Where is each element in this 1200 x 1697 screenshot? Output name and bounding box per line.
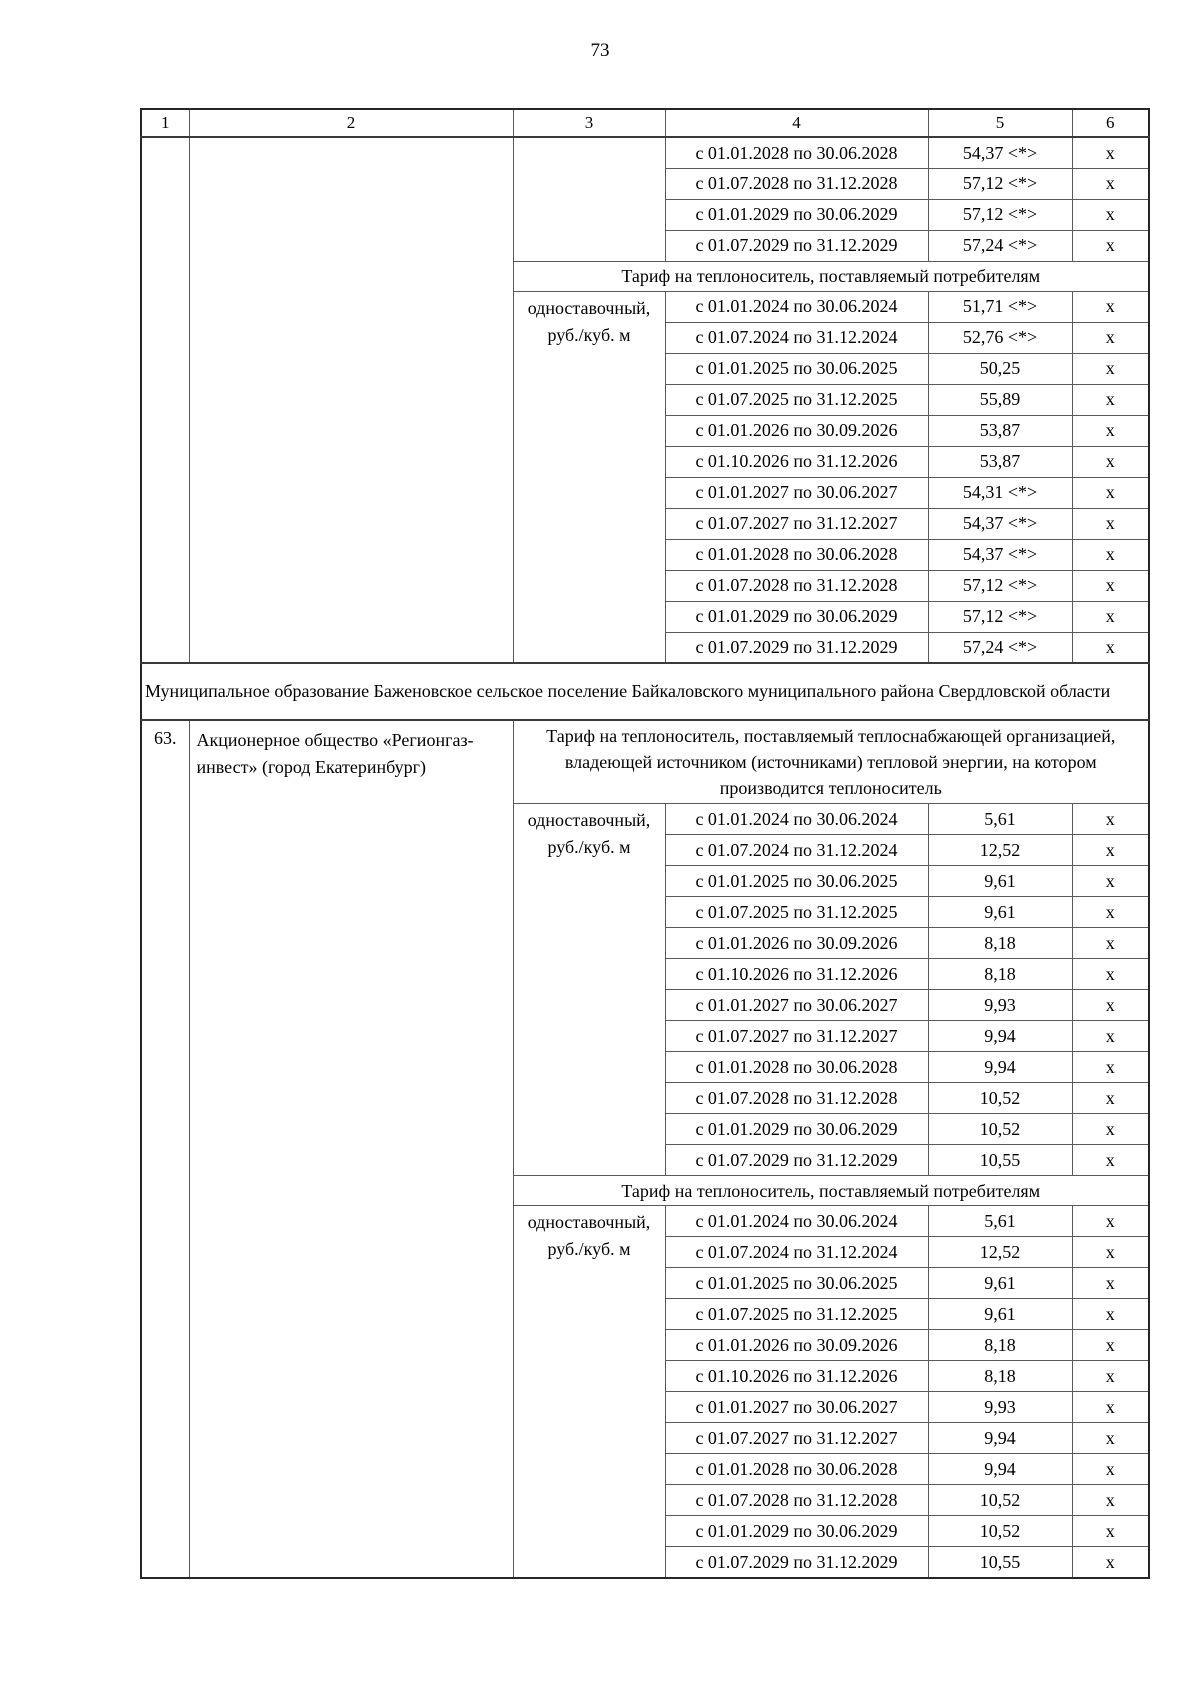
period-cell: с 01.01.2026 по 30.09.2026 (665, 415, 928, 446)
period-cell: с 01.01.2028 по 30.06.2028 (665, 1454, 928, 1485)
period-cell: с 01.10.2026 по 31.12.2026 (665, 959, 928, 990)
tariff-value-cell: 57,24 <*> (928, 230, 1072, 261)
column-number-5: 5 (928, 109, 1072, 137)
organization-name: Акционерное общество «Регионгаз-инвест» (город Екатеринбург) (189, 720, 513, 1578)
mark-cell: х (1072, 990, 1149, 1021)
tariff-value-cell: 10,52 (928, 1516, 1072, 1547)
tariff-value-cell: 9,93 (928, 1392, 1072, 1423)
period-cell: с 01.07.2027 по 31.12.2027 (665, 508, 928, 539)
tariff-value-cell: 8,18 (928, 1330, 1072, 1361)
mark-cell: х (1072, 1083, 1149, 1114)
period-cell: с 01.07.2024 по 31.12.2024 (665, 322, 928, 353)
mark-cell: х (1072, 601, 1149, 632)
mark-cell: х (1072, 384, 1149, 415)
tariff-value-cell: 57,24 <*> (928, 632, 1072, 663)
unit-cell: одноставочный, руб./куб. м (513, 804, 665, 1176)
tariff-value-cell: 54,37 <*> (928, 137, 1072, 168)
period-cell: с 01.01.2025 по 30.06.2025 (665, 353, 928, 384)
mark-cell: х (1072, 1392, 1149, 1423)
period-cell: с 01.07.2025 по 31.12.2025 (665, 384, 928, 415)
tariff-value-cell: 54,37 <*> (928, 539, 1072, 570)
section-title-source: Тариф на теплоноситель, поставляемый теплоснабжающей организацией, владеющей источником (источниками) тепловой энергии, на котором производится теплоноситель (513, 720, 1149, 804)
period-cell: с 01.01.2029 по 30.06.2029 (665, 1516, 928, 1547)
mark-cell: х (1072, 1114, 1149, 1145)
period-cell: с 01.07.2024 по 31.12.2024 (665, 1237, 928, 1268)
column-number-3: 3 (513, 109, 665, 137)
mark-cell: х (1072, 866, 1149, 897)
tariff-value-cell: 12,52 (928, 835, 1072, 866)
column-number-1: 1 (141, 109, 189, 137)
mark-cell: х (1072, 570, 1149, 601)
table-row (141, 109, 1149, 137)
tariff-value-cell: 9,61 (928, 1268, 1072, 1299)
period-cell: с 01.01.2027 по 30.06.2027 (665, 477, 928, 508)
period-cell: с 01.01.2025 по 30.06.2025 (665, 866, 928, 897)
period-cell: с 01.01.2028 по 30.06.2028 (665, 137, 928, 168)
period-cell: с 01.01.2025 по 30.06.2025 (665, 1268, 928, 1299)
period-cell: с 01.10.2026 по 31.12.2026 (665, 446, 928, 477)
tariff-value-cell: 12,52 (928, 1237, 1072, 1268)
tariff-table (140, 108, 1150, 1579)
tariff-value-cell: 55,89 (928, 384, 1072, 415)
mark-cell: х (1072, 835, 1149, 866)
period-cell: с 01.07.2024 по 31.12.2024 (665, 835, 928, 866)
mark-cell: х (1072, 1206, 1149, 1237)
column-number-4: 4 (665, 109, 928, 137)
mark-cell: х (1072, 928, 1149, 959)
period-cell: с 01.01.2024 по 30.06.2024 (665, 291, 928, 322)
section-title-consumer: Тариф на теплоноситель, поставляемый потребителям (513, 261, 1149, 291)
municipality-divider: Муниципальное образование Баженовское сельское поселение Байкаловского муниципального района Свердловской области (141, 663, 1149, 720)
tariff-value-cell: 8,18 (928, 928, 1072, 959)
mark-cell: х (1072, 1361, 1149, 1392)
tariff-value-cell: 53,87 (928, 446, 1072, 477)
tariff-value-cell: 51,71 <*> (928, 291, 1072, 322)
tariff-value-cell: 57,12 <*> (928, 601, 1072, 632)
tariff-value-cell: 9,61 (928, 1299, 1072, 1330)
mark-cell: х (1072, 1423, 1149, 1454)
mark-cell: х (1072, 959, 1149, 990)
page-number: 73 (590, 40, 610, 61)
column-number-2: 2 (189, 109, 513, 137)
mark-cell: х (1072, 137, 1149, 168)
mark-cell: х (1072, 415, 1149, 446)
mark-cell: х (1072, 1516, 1149, 1547)
mark-cell: х (1072, 539, 1149, 570)
mark-cell: х (1072, 230, 1149, 261)
tariff-value-cell: 9,94 (928, 1052, 1072, 1083)
mark-cell: х (1072, 477, 1149, 508)
period-cell: с 01.07.2029 по 31.12.2029 (665, 1547, 928, 1578)
mark-cell: х (1072, 1454, 1149, 1485)
tariff-value-cell: 57,12 <*> (928, 168, 1072, 199)
tariff-value-cell: 8,18 (928, 959, 1072, 990)
mark-cell: х (1072, 897, 1149, 928)
table-row (141, 137, 1149, 168)
tariff-value-cell: 9,94 (928, 1423, 1072, 1454)
table-row (141, 663, 1149, 720)
tariff-value-cell: 10,55 (928, 1145, 1072, 1176)
period-cell: с 01.01.2029 по 30.06.2029 (665, 1114, 928, 1145)
mark-cell: х (1072, 168, 1149, 199)
tariff-value-cell: 5,61 (928, 1206, 1072, 1237)
section-title-consumer: Тариф на теплоноситель, поставляемый потребителям (513, 1176, 1149, 1206)
mark-cell: х (1072, 1021, 1149, 1052)
tariff-value-cell: 57,12 <*> (928, 570, 1072, 601)
period-cell: с 01.01.2028 по 30.06.2028 (665, 1052, 928, 1083)
empty-unit-cell (513, 137, 665, 261)
period-cell: с 01.07.2028 по 31.12.2028 (665, 1485, 928, 1516)
mark-cell: х (1072, 1299, 1149, 1330)
tariff-value-cell: 10,52 (928, 1485, 1072, 1516)
table-row (141, 720, 1149, 804)
mark-cell: х (1072, 291, 1149, 322)
mark-cell: х (1072, 1237, 1149, 1268)
mark-cell: х (1072, 446, 1149, 477)
period-cell: с 01.07.2028 по 31.12.2028 (665, 1083, 928, 1114)
mark-cell: х (1072, 1547, 1149, 1578)
mark-cell: х (1072, 322, 1149, 353)
mark-cell: х (1072, 1330, 1149, 1361)
period-cell: с 01.01.2028 по 30.06.2028 (665, 539, 928, 570)
mark-cell: х (1072, 804, 1149, 835)
period-cell: с 01.07.2029 по 31.12.2029 (665, 1145, 928, 1176)
period-cell: с 01.01.2029 по 30.06.2029 (665, 601, 928, 632)
tariff-value-cell: 53,87 (928, 415, 1072, 446)
period-cell: с 01.01.2026 по 30.09.2026 (665, 928, 928, 959)
tariff-value-cell: 10,55 (928, 1547, 1072, 1578)
tariff-value-cell: 54,37 <*> (928, 508, 1072, 539)
tariff-value-cell: 52,76 <*> (928, 322, 1072, 353)
mark-cell: х (1072, 353, 1149, 384)
tariff-value-cell: 9,94 (928, 1021, 1072, 1052)
period-cell: с 01.07.2029 по 31.12.2029 (665, 632, 928, 663)
tariff-table-body (141, 109, 1149, 1578)
period-cell: с 01.07.2027 по 31.12.2027 (665, 1021, 928, 1052)
period-cell: с 01.01.2026 по 30.09.2026 (665, 1330, 928, 1361)
tariff-value-cell: 50,25 (928, 353, 1072, 384)
tariff-value-cell: 57,12 <*> (928, 199, 1072, 230)
mark-cell: х (1072, 1052, 1149, 1083)
mark-cell: х (1072, 1268, 1149, 1299)
tariff-value-cell: 10,52 (928, 1114, 1072, 1145)
tariff-value-cell: 9,93 (928, 990, 1072, 1021)
tariff-value-cell: 9,94 (928, 1454, 1072, 1485)
mark-cell: х (1072, 1485, 1149, 1516)
mark-cell: х (1072, 1145, 1149, 1176)
empty-organization-cell (189, 137, 513, 663)
period-cell: с 01.01.2024 по 30.06.2024 (665, 804, 928, 835)
unit-cell: одноставочный, руб./куб. м (513, 1206, 665, 1578)
period-cell: с 01.01.2024 по 30.06.2024 (665, 1206, 928, 1237)
tariff-value-cell: 8,18 (928, 1361, 1072, 1392)
tariff-value-cell: 9,61 (928, 897, 1072, 928)
empty-number-cell (141, 137, 189, 663)
period-cell: с 01.07.2028 по 31.12.2028 (665, 168, 928, 199)
period-cell: с 01.07.2025 по 31.12.2025 (665, 1299, 928, 1330)
mark-cell: х (1072, 508, 1149, 539)
period-cell: с 01.07.2028 по 31.12.2028 (665, 570, 928, 601)
period-cell: с 01.01.2029 по 30.06.2029 (665, 199, 928, 230)
period-cell: с 01.07.2027 по 31.12.2027 (665, 1423, 928, 1454)
period-cell: с 01.10.2026 по 31.12.2026 (665, 1361, 928, 1392)
tariff-value-cell: 54,31 <*> (928, 477, 1072, 508)
row-number: 63. (141, 720, 189, 1578)
period-cell: с 01.07.2025 по 31.12.2025 (665, 897, 928, 928)
column-number-6: 6 (1072, 109, 1149, 137)
unit-cell: одноставочный, руб./куб. м (513, 291, 665, 663)
period-cell: с 01.01.2027 по 30.06.2027 (665, 990, 928, 1021)
mark-cell: х (1072, 632, 1149, 663)
tariff-value-cell: 9,61 (928, 866, 1072, 897)
period-cell: с 01.01.2027 по 30.06.2027 (665, 1392, 928, 1423)
tariff-value-cell: 5,61 (928, 804, 1072, 835)
period-cell: с 01.07.2029 по 31.12.2029 (665, 230, 928, 261)
tariff-value-cell: 10,52 (928, 1083, 1072, 1114)
mark-cell: х (1072, 199, 1149, 230)
